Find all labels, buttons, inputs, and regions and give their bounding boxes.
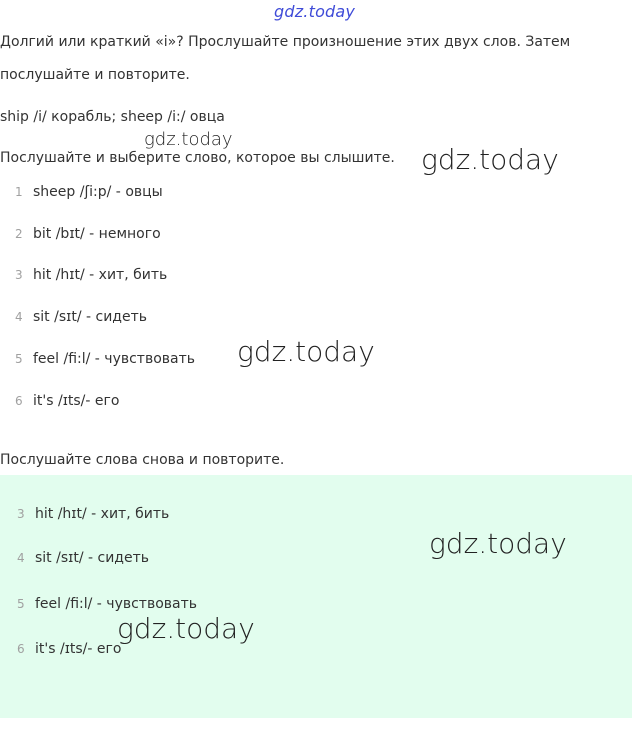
watermark: gdz.today xyxy=(429,527,567,560)
task1-item xyxy=(15,184,163,200)
item-number: 2 xyxy=(15,227,23,241)
task1-item xyxy=(15,226,161,242)
item-number: 3 xyxy=(15,268,23,282)
intro-example: ship /i/ корабль; sheep /i:/ овца xyxy=(0,109,225,125)
item-text: it's /ɪts/- его xyxy=(33,393,120,409)
item-text: hit /hɪt/ - хит, бить xyxy=(33,267,168,283)
task2-item xyxy=(17,641,121,657)
item-text: feel /fi:l/ - чувствовать xyxy=(33,351,196,367)
task1-item xyxy=(15,351,195,367)
watermark: gdz.today xyxy=(144,129,233,150)
item-text: it's /ɪts/- его xyxy=(35,641,122,657)
watermark: gdz.today xyxy=(237,335,375,368)
intro-text-line2: послушайте и повторите. xyxy=(0,67,190,83)
item-number: 3 xyxy=(17,507,25,521)
item-number: 5 xyxy=(15,352,23,366)
watermark: gdz.today xyxy=(117,612,255,645)
task1-item xyxy=(15,393,119,409)
item-text: hit /hɪt/ - хит, бить xyxy=(35,506,170,522)
item-number: 4 xyxy=(15,310,23,324)
task2-item xyxy=(17,550,149,566)
item-text: sheep /ʃi:p/ - овцы xyxy=(33,184,163,200)
task1-instruction: Послушайте и выберите слово, которое вы слышите. xyxy=(0,150,395,166)
item-text: bit /bɪt/ - немного xyxy=(33,226,161,242)
item-number: 4 xyxy=(17,551,25,565)
item-number: 5 xyxy=(17,597,25,611)
task2-item xyxy=(17,506,169,522)
item-text: sit /sɪt/ - сидеть xyxy=(35,550,149,566)
task2-instruction: Послушайте слова снова и повторите. xyxy=(0,452,285,468)
item-text: feel /fi:l/ - чувствовать xyxy=(35,596,198,612)
task1-item xyxy=(15,267,167,283)
watermark: gdz.today xyxy=(421,143,559,176)
site-logo[interactable]: gdz.today xyxy=(274,2,356,21)
item-text: sit /sɪt/ - сидеть xyxy=(33,309,147,325)
item-number: 6 xyxy=(15,394,23,408)
item-number: 6 xyxy=(17,642,25,656)
task1-item xyxy=(15,309,147,325)
intro-text-line1: Долгий или краткий «i»? Прослушайте произношение этих двух слов. Затем xyxy=(0,34,571,50)
task2-item xyxy=(17,596,197,612)
item-number: 1 xyxy=(15,185,23,199)
